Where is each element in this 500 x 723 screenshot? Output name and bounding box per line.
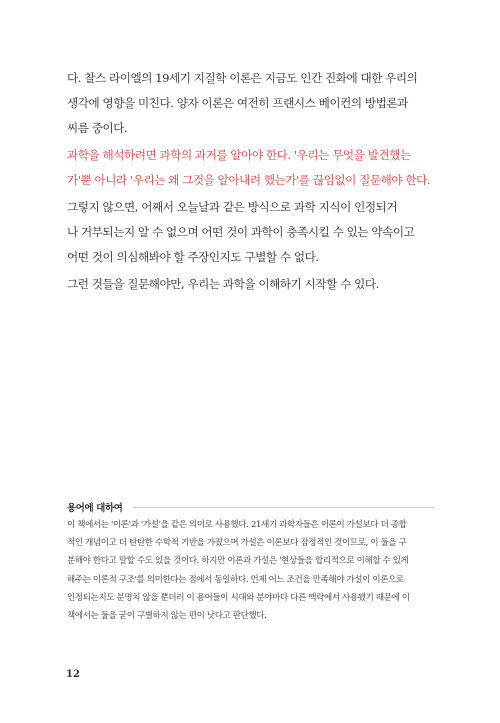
terminology-note: [67, 500, 434, 625]
highlighted-text-line: 가'뿐 아니라 '우리는 왜 그것을 알아내려 했는가'를 끊임없이 질문해야 한다.: [67, 173, 431, 187]
text-line: 다. 찰스 라이엘의 19세기 지질학 이론은 지금도 인간 진화에 대한 우리의: [67, 71, 418, 85]
note-line: 이 책에서는 '이론'과 '가설'을 같은 의미로 사용했다. 21세기 과학자들은 이론이 가설보다 더 종합: [67, 520, 407, 530]
highlighted-paragraph: [67, 143, 434, 193]
divider: [133, 507, 434, 508]
text-line: 생각에 영향을 미친다. 양자 이론은 여전히 프랜시스 베이컨의 방법론과: [67, 96, 408, 110]
note-body: [67, 516, 434, 625]
text-line: 나 거부되는지 알 수 없으며 어떤 것이 과학이 충족시킬 수 있는 약속이고: [67, 225, 415, 239]
paragraph-4: [67, 272, 434, 297]
highlighted-text-line: 과학을 해석하려면 과학의 과거를 알아야 한다. '우리는 무엇을 발견했는: [67, 148, 411, 162]
paragraph-1: [67, 66, 434, 141]
text-line: 씨름 중이다.: [67, 121, 128, 135]
text-line: 어떤 것이 의심해봐야 할 주장인지도 구별할 수 없다.: [67, 250, 319, 264]
note-line: 적인 개념이고 더 탄탄한 수학적 기반을 가졌으며 가설은 이론보다 잠정적인 것이므로, 이 둘을 구: [67, 538, 407, 549]
text-line: 그런 것들을 질문해야만, 우리는 과학을 이해하기 시작할 수 있다.: [67, 277, 379, 291]
main-text: [67, 66, 434, 299]
note-header: [67, 500, 434, 514]
note-line: 해주는 이론적 구조'를 의미한다는 점에서 동일하다. 언제 어느 조건을 만족해야 가설이 이론으로: [67, 574, 404, 585]
note-line: 인정되는지도 분명치 않을 뿐더러 이 용어들이 시대와 분야마다 다른 맥락에서 사용됐기 때문에 이: [67, 592, 410, 603]
note-line: 분해야 한다고 말할 수도 있을 것이다. 하지만 이론과 가설은 '현상들을 합리적으로 이해할 수 있게: [67, 556, 409, 567]
note-title: 용어에 대하여: [67, 503, 123, 514]
note-line: 책에서는 둘을 굳이 구별하지 않는 편이 낫다고 판단했다.: [67, 611, 267, 622]
text-line: 그렇지 않으면, 어째서 오늘날과 같은 방식으로 과학 지식이 인정되거: [67, 200, 398, 214]
page-number: 12: [66, 669, 80, 680]
paragraph-3: [67, 195, 434, 270]
